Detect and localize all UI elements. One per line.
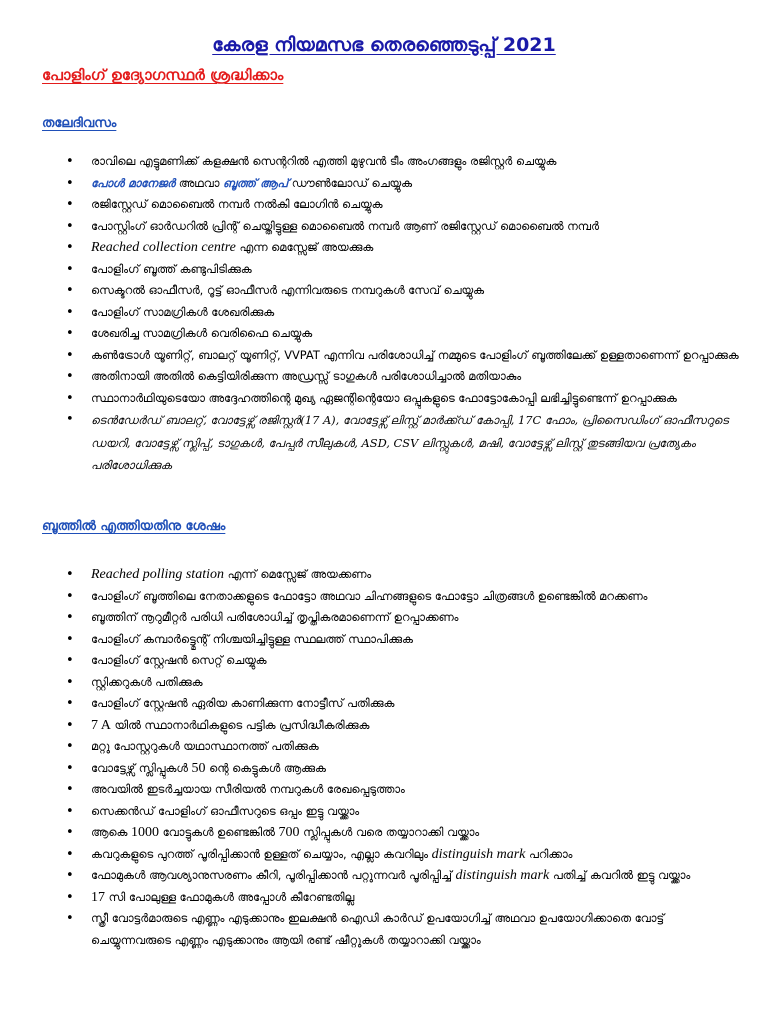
list-item: • മറ്റു പോസ്റ്ററുകൾ യഥാസ്ഥാനത്ത് പതിക്കുക (0, 736, 768, 758)
list-item: • കവറുകളുടെ പുറത്ത് പൂരിപ്പിക്കാൻ ഉള്ളത് ചെയ്യാം, എല്ലാ കവറിലും distinguish mark പറിക്കാം (0, 844, 768, 866)
list-item: • പോളിംഗ് കമ്പാർട്ട്മെന്റ് നിശ്ചയിച്ചിട്ടുള്ള സ്ഥലത്ത് സ്ഥാപിക്കുക (0, 629, 768, 651)
list-item: • പോളിംഗ് ബൂത്ത് കണ്ടുപിടിക്കുക (0, 259, 768, 281)
list-item: • പോളിംഗ് സ്റ്റേഷൻ സെറ്റ് ചെയ്യുക (0, 650, 768, 672)
list-item: • ആകെ 1000 വോട്ടുകൾ ഉണ്ടെങ്കിൽ 700 സ്ലിപ്പുകൾ വരെ തയ്യാറാക്കി വയ്ക്കാം (0, 822, 768, 844)
page-title: കേരള നിയമസഭ തെരഞ്ഞെടുപ്പ് 2021 (212, 34, 556, 56)
list-item: • ബൂത്തിന് നൂറുമീറ്റർ പരിധി പരിശോധിച്ച് തൃപ്തികരമാണെന്ന് ഉറപ്പാക്കണം (0, 607, 768, 629)
list-item: • കൺട്രോൾ യൂണിറ്റ്, ബാലറ്റ് യൂണിറ്റ്, VVPAT എന്നിവ പരിശോധിച്ച് നമ്മുടെ പോളിംഗ് ബൂത്തിലേക്ക് ഉള്ളതാണെന്ന് ഉറപ്പാക്കുക (0, 345, 768, 367)
list-item: • പോൾ മാനേജർ അഥവാ ബൂത്ത് ആപ് ഡൗൺലോഡ് ചെയ്യുക (0, 173, 768, 195)
section-heading-previous-day: തലേദിവസം (42, 116, 117, 131)
section-heading-after-reaching-booth: ബൂത്തിൽ എത്തിയതിനു ശേഷം (42, 519, 226, 534)
after-reaching-booth-list (0, 564, 768, 951)
list-item: • ശേഖരിച്ച സാമഗ്രികൾ വെരിഫൈ ചെയ്യുക (0, 323, 768, 345)
list-item: • പോളിംഗ് സ്റ്റേഷൻ ഏരിയ കാണിക്കുന്ന നോട്ടീസ് പതിക്കുക (0, 693, 768, 715)
list-item: • പോളിംഗ് ബൂത്തിലെ നേതാക്കളുടെ ഫോട്ടോ അഥവാ ചിഹ്നങ്ങളുടെ ഫോട്ടോ ചിത്രങ്ങൾ ഉണ്ടെങ്കിൽ മറക്കണം (0, 586, 768, 608)
list-item: • വോട്ടേഴ്സ് സ്ലിപ്പുകൾ 50 ന്റെ കെട്ടുകൾ ആക്കുക (0, 758, 768, 780)
list-item: • പോളിംഗ് സാമഗ്രികൾ ശേഖരിക്കുക (0, 302, 768, 324)
list-item: • അവയിൽ ഇടർച്ചയായ സീരിയൽ നമ്പറുകൾ രേഖപ്പെടുത്താം (0, 779, 768, 801)
list-item: • അതിനായി അതിൽ കെട്ടിയിരിക്കുന്ന അഡ്രസ്സ് ടാഗുകൾ പരിശോധിച്ചാൽ മതിയാകും (0, 366, 768, 388)
list-item: • Reached polling station എന്ന് മെസ്സേജ് അയക്കണം (0, 564, 768, 586)
list-item: • 17 സി പോലുള്ള ഫോമുകൾ അപ്പോൾ കീറേണ്ടതില്ല (0, 887, 768, 909)
list-item: • ഫോമുകൾ ആവശ്യാനുസരണം കീറി, പൂരിപ്പിക്കാൻ പറ്റുന്നവർ പൂരിപ്പിച്ച് distinguish mark പതിച്ച് കവറിൽ ഇട്ടു വയ്ക്കാം (0, 865, 768, 887)
list-item: • സെക്കൻഡ് പോളിംഗ് ഓഫീസറുടെ ഒപ്പം ഇട്ടു വയ്ക്കാം (0, 801, 768, 823)
page-subtitle: പോളിംഗ് ഉദ്യോഗസ്ഥർ ശ്രദ്ധിക്കാം (42, 66, 284, 84)
list-item: • പോസ്റ്റിംഗ് ഓർഡറിൽ പ്രിന്റ് ചെയ്തിട്ടുള്ള മൊബൈൽ നമ്പർ ആണ് രജിസ്റ്റേഡ് മൊബൈൽ നമ്പർ (0, 216, 768, 238)
previous-day-list (0, 151, 768, 477)
list-item: • Reached collection centre എന്ന മെസ്സേജ് അയക്കുക (0, 237, 768, 259)
list-item: • 7 A യിൽ സ്ഥാനാർഥികളുടെ പട്ടിക പ്രസിദ്ധീകരിക്കുക (0, 715, 768, 737)
list-item: • രാവിലെ എട്ടുമണിക്ക് കളക്ഷൻ സെന്ററിൽ എത്തി മുഴുവൻ ടീം അംഗങ്ങളും രജിസ്റ്റർ ചെയ്യുക (0, 151, 768, 173)
list-item: • സ്റ്റിക്കറുകൾ പതിക്കുക (0, 672, 768, 694)
list-item: • സ്ഥാനാർഥിയുടെയോ അദ്ദേഹത്തിന്റെ മുഖ്യ ഏജന്റിന്റെയോ ഒപ്പുകളുടെ ഫോട്ടോകോപ്പി ലഭിച്ചിട്ടുണ്ടെന്ന് ഉറപ്പാക്കുക (0, 388, 768, 410)
list-item: • സെക്ടറൽ ഓഫീസർ, റൂട്ട് ഓഫീസർ എന്നിവരുടെ നമ്പറുകൾ സേവ് ചെയ്യുക (0, 280, 768, 302)
list-item: • സ്ത്രീ വോട്ടർമാരുടെ എണ്ണം എടുക്കാനും ഇലക്ഷൻ ഐഡി കാർഡ് ഉപയോഗിച്ച് അഥവാ ഉപയോഗിക്കാതെ വോട്ട് ചെയ്യുന്നവരുടെ എണ്ണം എടുക്കാനും ആയി രണ്ട് ഷീറ്റുകൾ തയ്യാറാക്കി വയ്ക്കാം (0, 908, 768, 951)
list-item: • ടെൻഡേർഡ് ബാലറ്റ്, വോട്ടേഴ്സ് രജിസ്റ്റർ(17 A), വോട്ടേഴ്സ് ലിസ്റ്റ് മാർക്ക്ഡ് കോപ്പി, 17C ഫോം, പ്രിസൈഡിംഗ് ഓഫീസറുടെ ഡയറി, വോട്ടേഴ്സ് സ്ലിപ്പ്, ടാഗുകൾ, പേപ്പർ സീലുകൾ, ASD, CSV ലിസ്റ്റുകൾ, മഷി, വോട്ടേഴ്സ് ലിസ്റ്റ് തുടങ്ങിയവ പ്രത്യേകം പരിശോധിക്കുക (0, 409, 768, 477)
list-item: • രജിസ്റ്റേഡ് മൊബൈൽ നമ്പർ നൽകി ലോഗിൻ ചെയ്യുക (0, 194, 768, 216)
